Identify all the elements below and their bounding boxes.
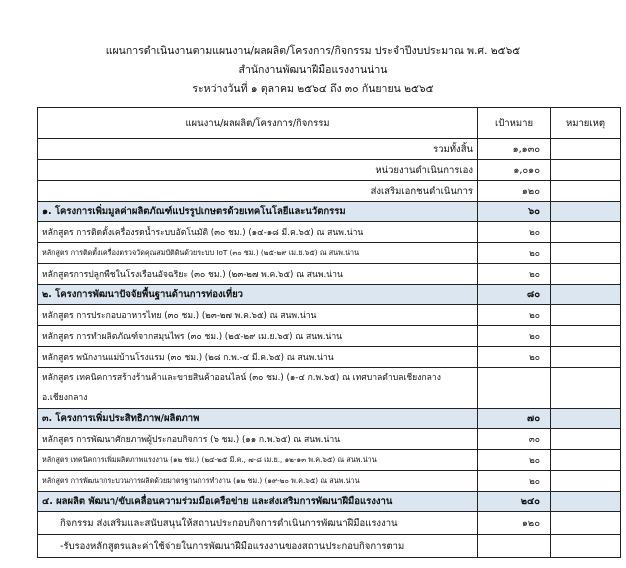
course-name: หลักสูตร การติดตั้งเครื่องรดน้ำระบบอัตโนมัติ (๓๐ ชม.) (๑๔-๑๘ มี.ค.๖๕) ณ สนพ.น่าน — [38, 222, 478, 243]
office-name: สำนักงานพัฒนาฝีมือแรงงานน่าน — [238, 64, 388, 76]
course-row — [38, 222, 621, 243]
note-cell — [551, 243, 621, 264]
note-cell — [551, 471, 621, 492]
table-header-row — [38, 108, 621, 139]
total-row — [38, 160, 621, 181]
course-target: ๒๐ — [478, 305, 551, 326]
course-name: หลักสูตร การประกอบอาหารไทย (๓๐ ชม.) (๒๓-๒๗ พ.ค.๖๕) ณ สนพ.น่าน — [38, 305, 478, 326]
group-title: ๔. ผลผลิต พัฒนา/ขับเคลื่อนความร่วมมือเครือข่าย และส่งเสริมการพัฒนาฝีมือแรงงาน — [38, 492, 478, 512]
header-note: หมายเหตุ — [551, 108, 621, 139]
course-row — [38, 471, 621, 492]
note-cell — [551, 535, 621, 558]
course-name: หลักสูตร พนักงานแม่บ้านโรงแรม (๓๐ ชม.) (๒๘ ก.พ.-๔ มี.ค.๖๕) ณ สนพ.น่าน — [38, 347, 478, 368]
note-cell — [551, 181, 621, 202]
note-cell — [551, 160, 621, 181]
header-target: เป้าหมาย — [478, 108, 551, 139]
document-title: แผนการดำเนินงานตามแผนงาน/ผลผลิต/โครงการ/กิจกรรม ประจำปีงบประมาณ พ.ศ. ๒๕๖๕ — [105, 45, 521, 57]
note-cell — [551, 409, 621, 429]
plan-table — [37, 107, 621, 558]
total-label: รวมทั้งสิ้น — [38, 139, 478, 160]
total-row — [38, 181, 621, 202]
course-name: หลักสูตร เทคนิคการเพิ่มผลิตภาพแรงงาน (๑๒ ชม.) (๒๔-๒๕ มี.ค., ๗-๘ เม.ย., ๑๒-๑๓ พ.ค.๖๕) ณ สนพ.น่าน — [38, 450, 478, 471]
course-row — [38, 264, 621, 285]
note-cell — [551, 429, 621, 450]
course-target: ๒๐ — [478, 471, 551, 492]
project-group-row — [38, 202, 621, 222]
total-value: ๑,๐๑๐ — [478, 160, 551, 181]
course-row — [38, 450, 621, 471]
course-name: หลักสูตร การทำผลิตภัณฑ์จากสมุนไพร (๓๐ ชม.) (๒๕-๒๙ เม.ย.๖๕) ณ สนพ.น่าน — [38, 326, 478, 347]
total-row — [38, 139, 621, 160]
note-cell — [551, 264, 621, 285]
header-plan: แผนงาน/ผลผลิต/โครงการ/กิจกรรม — [38, 108, 478, 139]
activity-detail-row — [38, 535, 621, 558]
course-row — [38, 368, 621, 409]
note-cell — [551, 512, 621, 535]
project-group-row — [38, 409, 621, 429]
course-row — [38, 305, 621, 326]
group-title: ๓. โครงการเพิ่มประสิทธิภาพ/ผลิตภาพ — [38, 409, 478, 429]
group-target: ๗๐ — [478, 409, 551, 429]
activity-target: ๑๒๐ — [478, 512, 551, 535]
note-cell — [551, 368, 621, 409]
note-cell — [551, 202, 621, 222]
group-target: ๒๔๐ — [478, 492, 551, 512]
course-target: ๒๐ — [478, 222, 551, 243]
project-group-row — [38, 285, 621, 305]
total-label: ส่งเสริมเอกชนดำเนินการ — [38, 181, 478, 202]
course-target: ๒๐ — [478, 347, 551, 368]
activity-detail: -รับรองหลักสูตรและค่าใช้จ่ายในการพัฒนาฝีมือแรงงานของสถานประกอบกิจการตาม — [38, 535, 478, 558]
project-group-row — [38, 492, 621, 512]
course-target: ๒๐ — [478, 264, 551, 285]
note-cell — [551, 492, 621, 512]
course-name: หลักสูตร การติดตั้งเครื่องตรวจวัดคุณสมบัติดินด้วยระบบ IoT (๓๐ ชม.) (๒๕-๒๙ เม.ย.๖๕) ณ สนพ.น่าน — [38, 243, 478, 264]
course-target: ๒๐ — [478, 450, 551, 471]
group-target: ๖๐ — [478, 202, 551, 222]
course-name: หลักสูตรการปลูกพืชในโรงเรือนอัจฉริยะ (๓๐ ชม.) (๒๓-๒๗ พ.ค.๖๕) ณ สนพ.น่าน — [38, 264, 478, 285]
total-value: ๑๒๐ — [478, 181, 551, 202]
activity-row — [38, 512, 621, 535]
course-row — [38, 326, 621, 347]
date-range: ระหว่างวันที่ ๑ ตุลาคม ๒๕๖๔ ถึง ๓๐ กันยายน ๒๕๖๕ — [192, 83, 434, 95]
course-target — [478, 368, 551, 409]
group-title: ๒. โครงการพัฒนาปัจจัยพื้นฐานด้านการท่องเที่ยว — [38, 285, 478, 305]
group-target: ๘๐ — [478, 285, 551, 305]
note-cell — [551, 347, 621, 368]
note-cell — [551, 285, 621, 305]
target-cell — [478, 535, 551, 558]
note-cell — [551, 139, 621, 160]
course-row — [38, 347, 621, 368]
note-cell — [551, 222, 621, 243]
course-target: ๒๐ — [478, 326, 551, 347]
group-title: ๑. โครงการเพิ่มมูลค่าผลิตภัณฑ์แปรรูปเกษตรด้วยเทคโนโลยีและนวัตกรรม — [38, 202, 478, 222]
course-row — [38, 429, 621, 450]
note-cell — [551, 305, 621, 326]
course-target: ๒๐ — [478, 243, 551, 264]
course-name: หลักสูตร การพัฒนาศักยภาพผู้ประกอบกิจการ (๖ ชม.) (๑๑ ก.พ.๖๕) ณ สนพ.น่าน — [38, 429, 478, 450]
activity-name: กิจกรรม ส่งเสริมและสนับสนุนให้สถานประกอบกิจการดำเนินการพัฒนาฝีมือแรงงาน — [38, 512, 478, 535]
note-cell — [551, 450, 621, 471]
course-target: ๓๐ — [478, 429, 551, 450]
course-name: หลักสูตร การพัฒนากระบวนการผลิตด้วยมาตรฐานการทำงาน (๑๒ ชม.) (๑๙-๒๐ พ.ค.๖๕) ณ สนพ.น่าน — [38, 471, 478, 492]
total-label: หน่วยงานดำเนินการเอง — [38, 160, 478, 181]
total-value: ๑,๑๓๐ — [478, 139, 551, 160]
note-cell — [551, 326, 621, 347]
course-row — [38, 243, 621, 264]
course-name: หลักสูตร เทคนิคการสร้างร้านค้าและขายสินค้าออนไลน์ (๓๐ ชม.) (๑-๔ ก.พ.๖๕) ณ เทศบาลตำบลเชียงกลาง อ.เชียงกลาง — [38, 368, 478, 409]
